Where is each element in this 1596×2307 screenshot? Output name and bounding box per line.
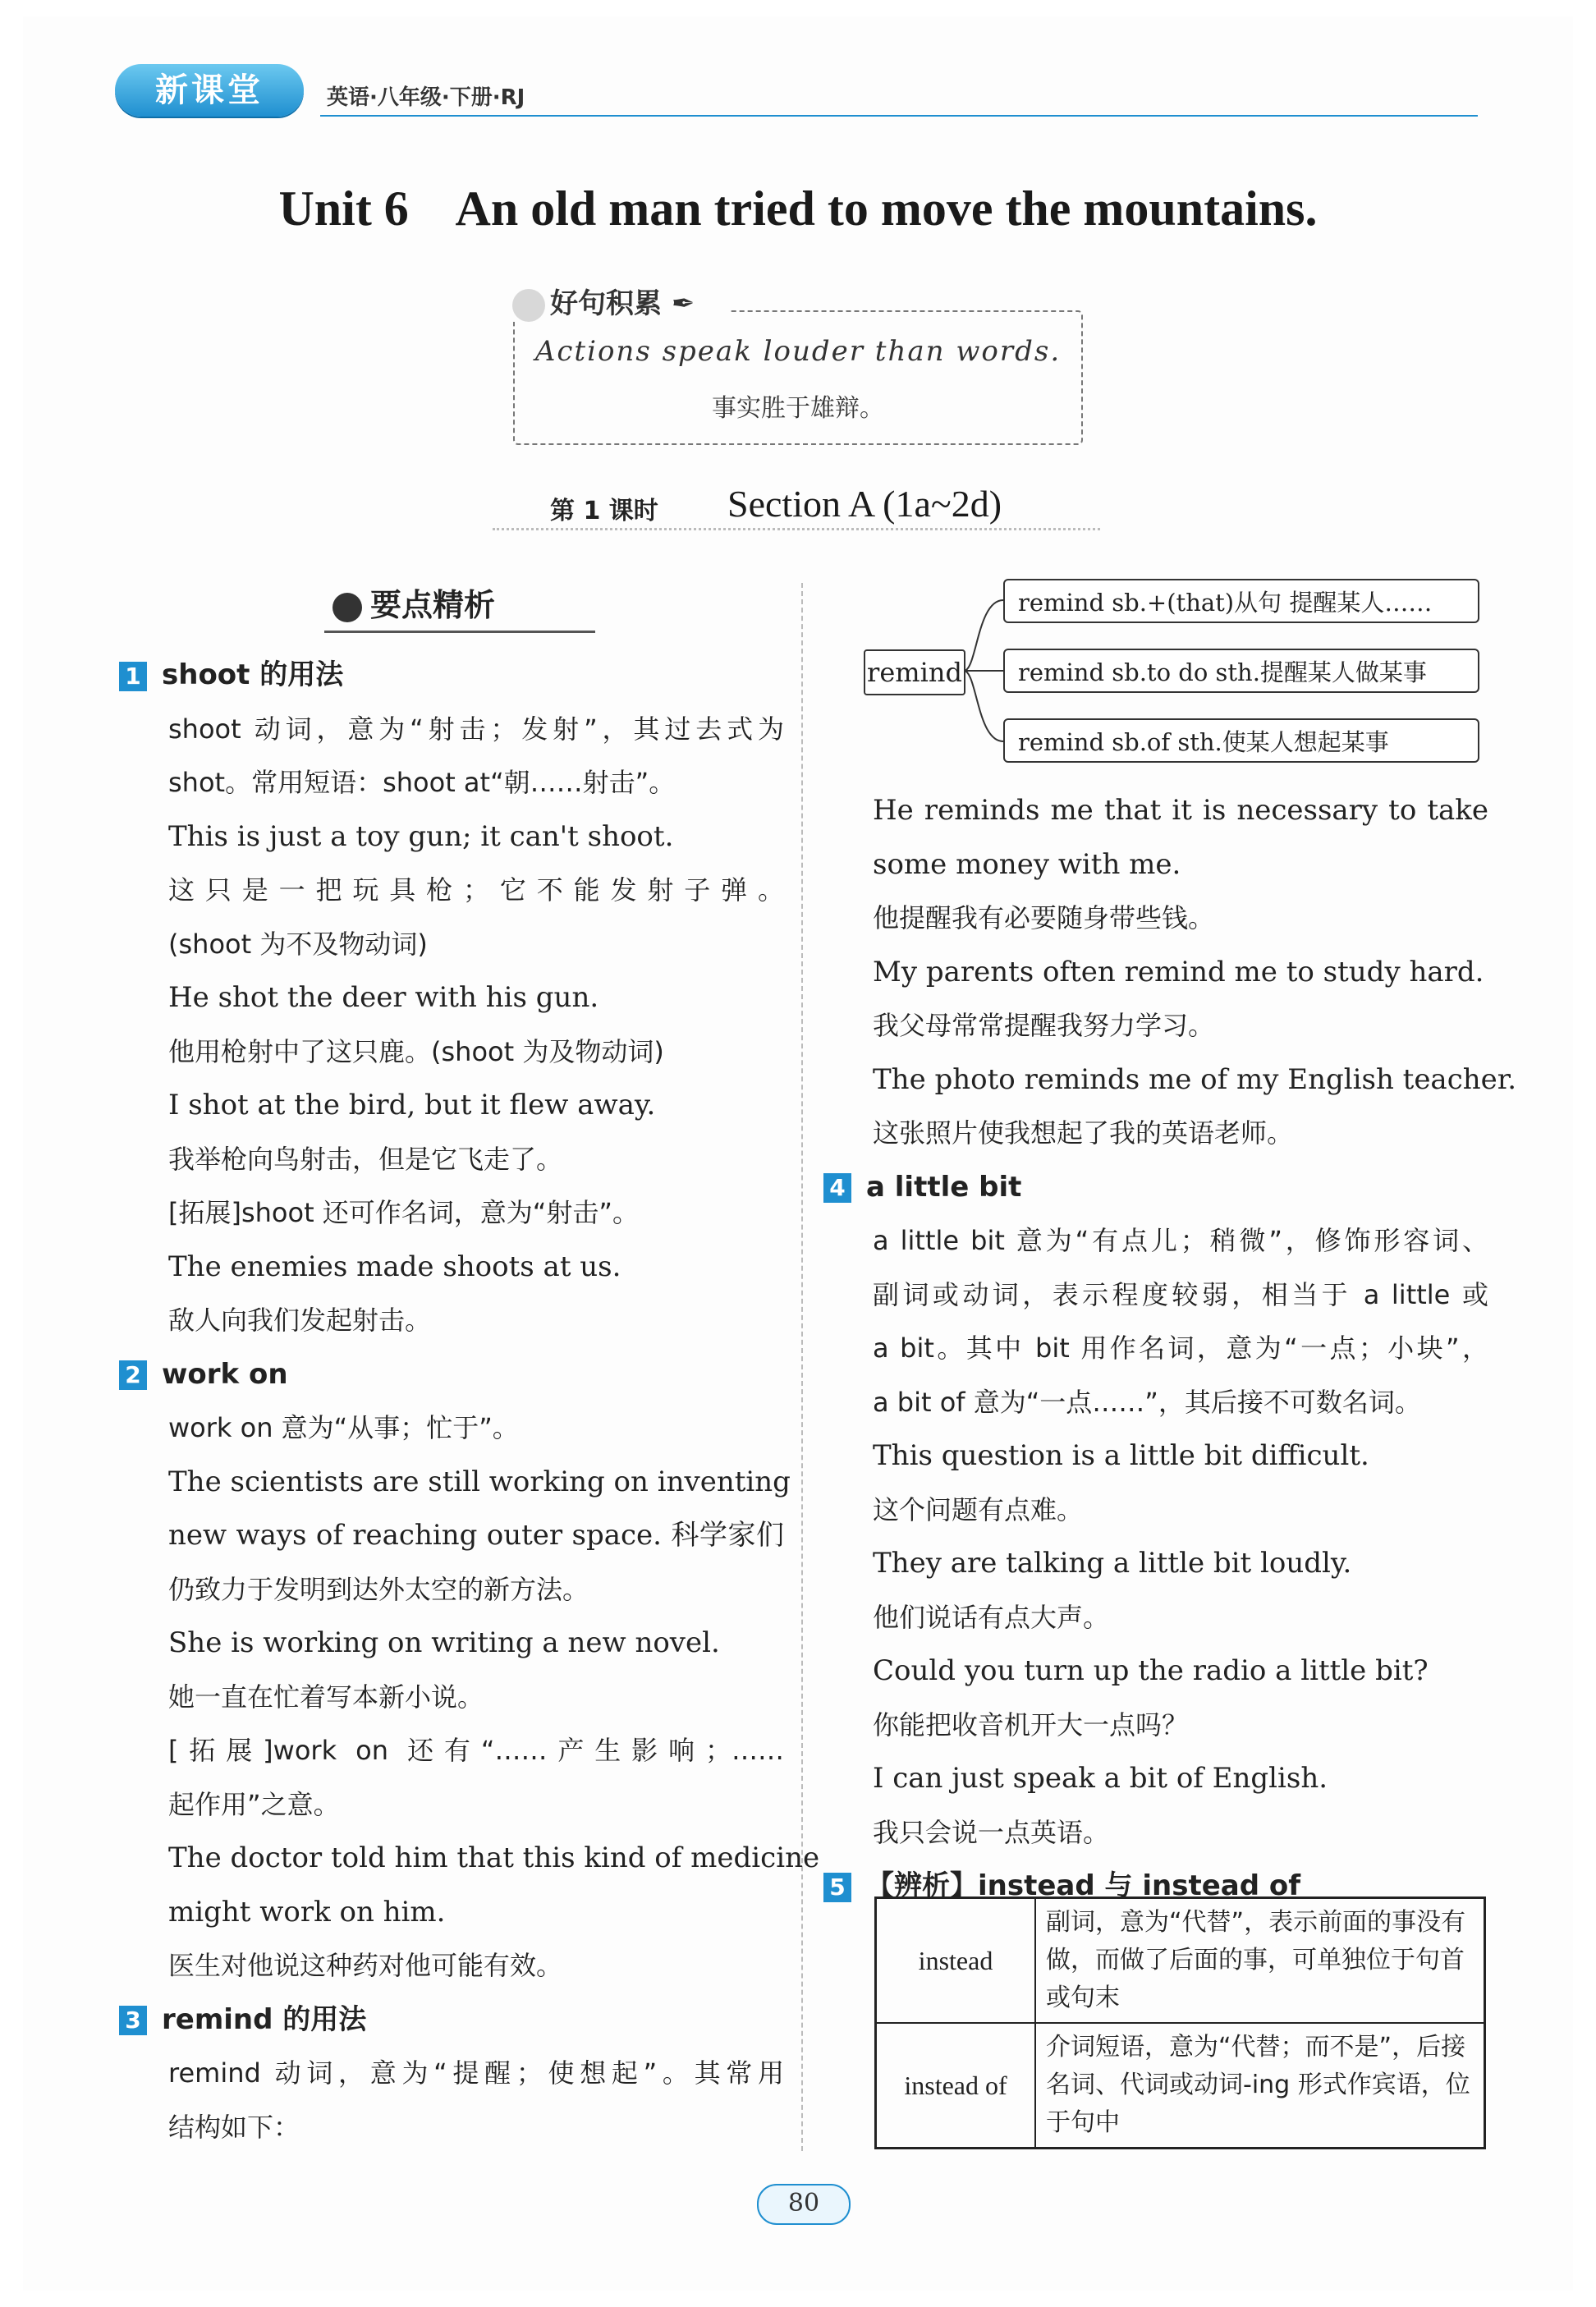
example-sentence: This question is a little bit difficult. xyxy=(873,1439,1369,1472)
example-sentence: might work on him. xyxy=(168,1895,446,1929)
quill-icon: ✒ xyxy=(662,287,695,320)
motto-label: 好句积累 xyxy=(550,287,662,320)
example-translation: 这个问题有点难。 xyxy=(873,1493,1084,1525)
text-line: a little bit 意为“有点儿；稍微”，修饰形容词、 xyxy=(873,1225,1488,1256)
table-cell-description: 副词，意为“代替”，表示前面的事没有做，而做了后面的事，可单独位于句首或句末 xyxy=(1035,1898,1485,2024)
example-sentence: She is working on writing a new novel. xyxy=(168,1626,720,1659)
point-number: 2 xyxy=(119,1360,147,1390)
example-translation: 他们说话有点大声。 xyxy=(873,1601,1110,1633)
table-cell-term: instead of xyxy=(876,2023,1036,2149)
example-sentence: The scientists are still working on inventing xyxy=(168,1465,791,1498)
lesson-title: Section A (1a~2d) xyxy=(727,483,1002,525)
lesson-divider xyxy=(493,528,1100,530)
example-translation: 她一直在忙着写本新小说。 xyxy=(168,1681,484,1713)
brand-logo: 新课堂 xyxy=(115,64,304,117)
example-translation: 你能把收音机开大一点吗？ xyxy=(873,1708,1189,1741)
section-heading xyxy=(332,580,595,629)
text-line: 结构如下： xyxy=(168,2111,300,2143)
text-line: shot。常用短语：shoot at“朝……射击”。 xyxy=(168,767,676,798)
pencil-icon xyxy=(332,593,362,622)
point-heading xyxy=(119,1348,784,1402)
text-line: a bit。其中 bit 用作名词，意为“一点；小块”， xyxy=(873,1332,1488,1364)
book-subtitle: 英语·八年级·下册·RJ xyxy=(327,85,525,110)
motto-chinese: 事实胜于雄辩。 xyxy=(712,394,884,423)
text-line: 副词或动词，表示程度较弱，相当于 a little 或 xyxy=(873,1278,1488,1310)
section-heading-text: 要点精析 xyxy=(370,587,496,623)
point-number: 3 xyxy=(119,2006,147,2035)
lesson-tag: 第 1 课时 xyxy=(550,497,658,525)
point-title: remind 的用法 xyxy=(162,2002,367,2036)
table-cell-description: 介词短语，意为“代替；而不是”，后接名词、代词或动词-ing 形式作宾语，位于句中 xyxy=(1035,2023,1485,2149)
extension-note: [拓展]shoot 还可作名词，意为“射击”。 xyxy=(168,1197,639,1228)
point-number: 5 xyxy=(823,1873,851,1902)
section-underline xyxy=(324,631,595,633)
example-sentence: I can just speak a bit of English. xyxy=(873,1762,1328,1795)
example-sentence: Could you turn up the radio a little bit? xyxy=(873,1654,1429,1687)
example-translation: 仍致力于发明到达外太空的新方法。 xyxy=(168,1573,589,1605)
example-translation: 他用枪射中了这只鹿。(shoot 为及物动词) xyxy=(168,1035,664,1067)
table-cell-term: instead xyxy=(876,1898,1036,2024)
text-line: remind 动词，意为“提醒；使想起”。其常用 xyxy=(168,2057,784,2089)
page-number: 80 xyxy=(757,2184,851,2225)
example-translation: 这张照片使我想起了我的英语老师。 xyxy=(873,1117,1294,1149)
point-number: 1 xyxy=(119,662,147,691)
text-line: (shoot 为不及物动词) xyxy=(168,928,428,960)
example-sentence: He shot the deer with his gun. xyxy=(168,981,599,1014)
example-translation: 敌人向我们发起射击。 xyxy=(168,1305,432,1336)
point-heading xyxy=(823,1161,1488,1215)
example-sentence: The photo reminds me of my English teacher. xyxy=(873,1062,1517,1096)
motto-english: Actions speak louder than words. xyxy=(534,335,1062,368)
example-sentence: new ways of reaching outer space. 科学家们 xyxy=(168,1519,784,1552)
motto-box xyxy=(513,310,1083,445)
flower-icon xyxy=(512,289,545,322)
unit-title: Unit 6 An old man tried to move the mountains. xyxy=(278,181,1318,236)
example-translation: 这只是一把玩具枪；它不能发射子弹。 xyxy=(168,874,784,906)
table-row xyxy=(876,2023,1485,2149)
example-translation: 我父母常常提醒我努力学习。 xyxy=(873,1010,1215,1041)
motto-heading xyxy=(509,281,731,322)
point-heading xyxy=(119,649,784,703)
column-divider xyxy=(801,583,803,2151)
point-title: a little bit xyxy=(866,1170,1022,1204)
comparison-table xyxy=(874,1897,1486,2149)
diagram-branch: remind sb.of sth.使某人想起某事 xyxy=(1003,718,1479,763)
point-heading xyxy=(119,1993,784,2048)
example-translation: 他提醒我有必要随身带些钱。 xyxy=(873,902,1215,933)
example-sentence: They are talking a little bit loudly. xyxy=(873,1547,1352,1580)
example-sentence: My parents often remind me to study hard. xyxy=(873,955,1484,988)
diagram-root: remind xyxy=(864,649,965,695)
extension-note: [拓展]work on 还有“……产生影响；…… xyxy=(168,1735,784,1766)
point-title: 【辨析】instead 与 instead of xyxy=(866,1869,1301,1902)
diagram-branch: remind sb.+(that)从句 提醒某人…… xyxy=(1003,579,1479,623)
text-line: shoot 动词，意为“射击；发射”，其过去式为 xyxy=(168,713,784,745)
example-sentence: some money with me. xyxy=(873,847,1181,881)
text-line: a bit of 意为“一点……”，其后接不可数名词。 xyxy=(873,1386,1421,1418)
point-number: 4 xyxy=(823,1173,851,1203)
extension-note: 起作用”之意。 xyxy=(168,1788,340,1820)
point-title: work on xyxy=(162,1357,288,1391)
example-sentence: The doctor told him that this kind of medicine xyxy=(168,1841,820,1874)
example-sentence: I shot at the bird, but it flew away. xyxy=(168,1089,656,1121)
point-title: shoot 的用法 xyxy=(162,658,344,691)
example-translation: 医生对他说这种药对他可能有效。 xyxy=(168,1950,563,1981)
example-translation: 我举枪向鸟射击，但是它飞走了。 xyxy=(168,1143,563,1175)
text-line: work on 意为“从事；忙于”。 xyxy=(168,1412,519,1443)
table-row xyxy=(876,1898,1485,2024)
example-sentence: This is just a toy gun; it can't shoot. xyxy=(168,819,674,853)
example-translation: 我只会说一点英语。 xyxy=(873,1816,1110,1848)
example-sentence: The enemies made shoots at us. xyxy=(168,1250,621,1283)
left-column xyxy=(119,649,820,2154)
remind-diagram xyxy=(854,571,1494,776)
diagram-branch: remind sb.to do sth.提醒某人做某事 xyxy=(1003,649,1479,693)
header-rule xyxy=(320,115,1478,117)
right-column xyxy=(823,784,1517,1914)
example-sentence: He reminds me that it is necessary to take xyxy=(873,794,1488,827)
page-header xyxy=(115,64,1478,122)
lesson-heading xyxy=(493,480,1100,538)
